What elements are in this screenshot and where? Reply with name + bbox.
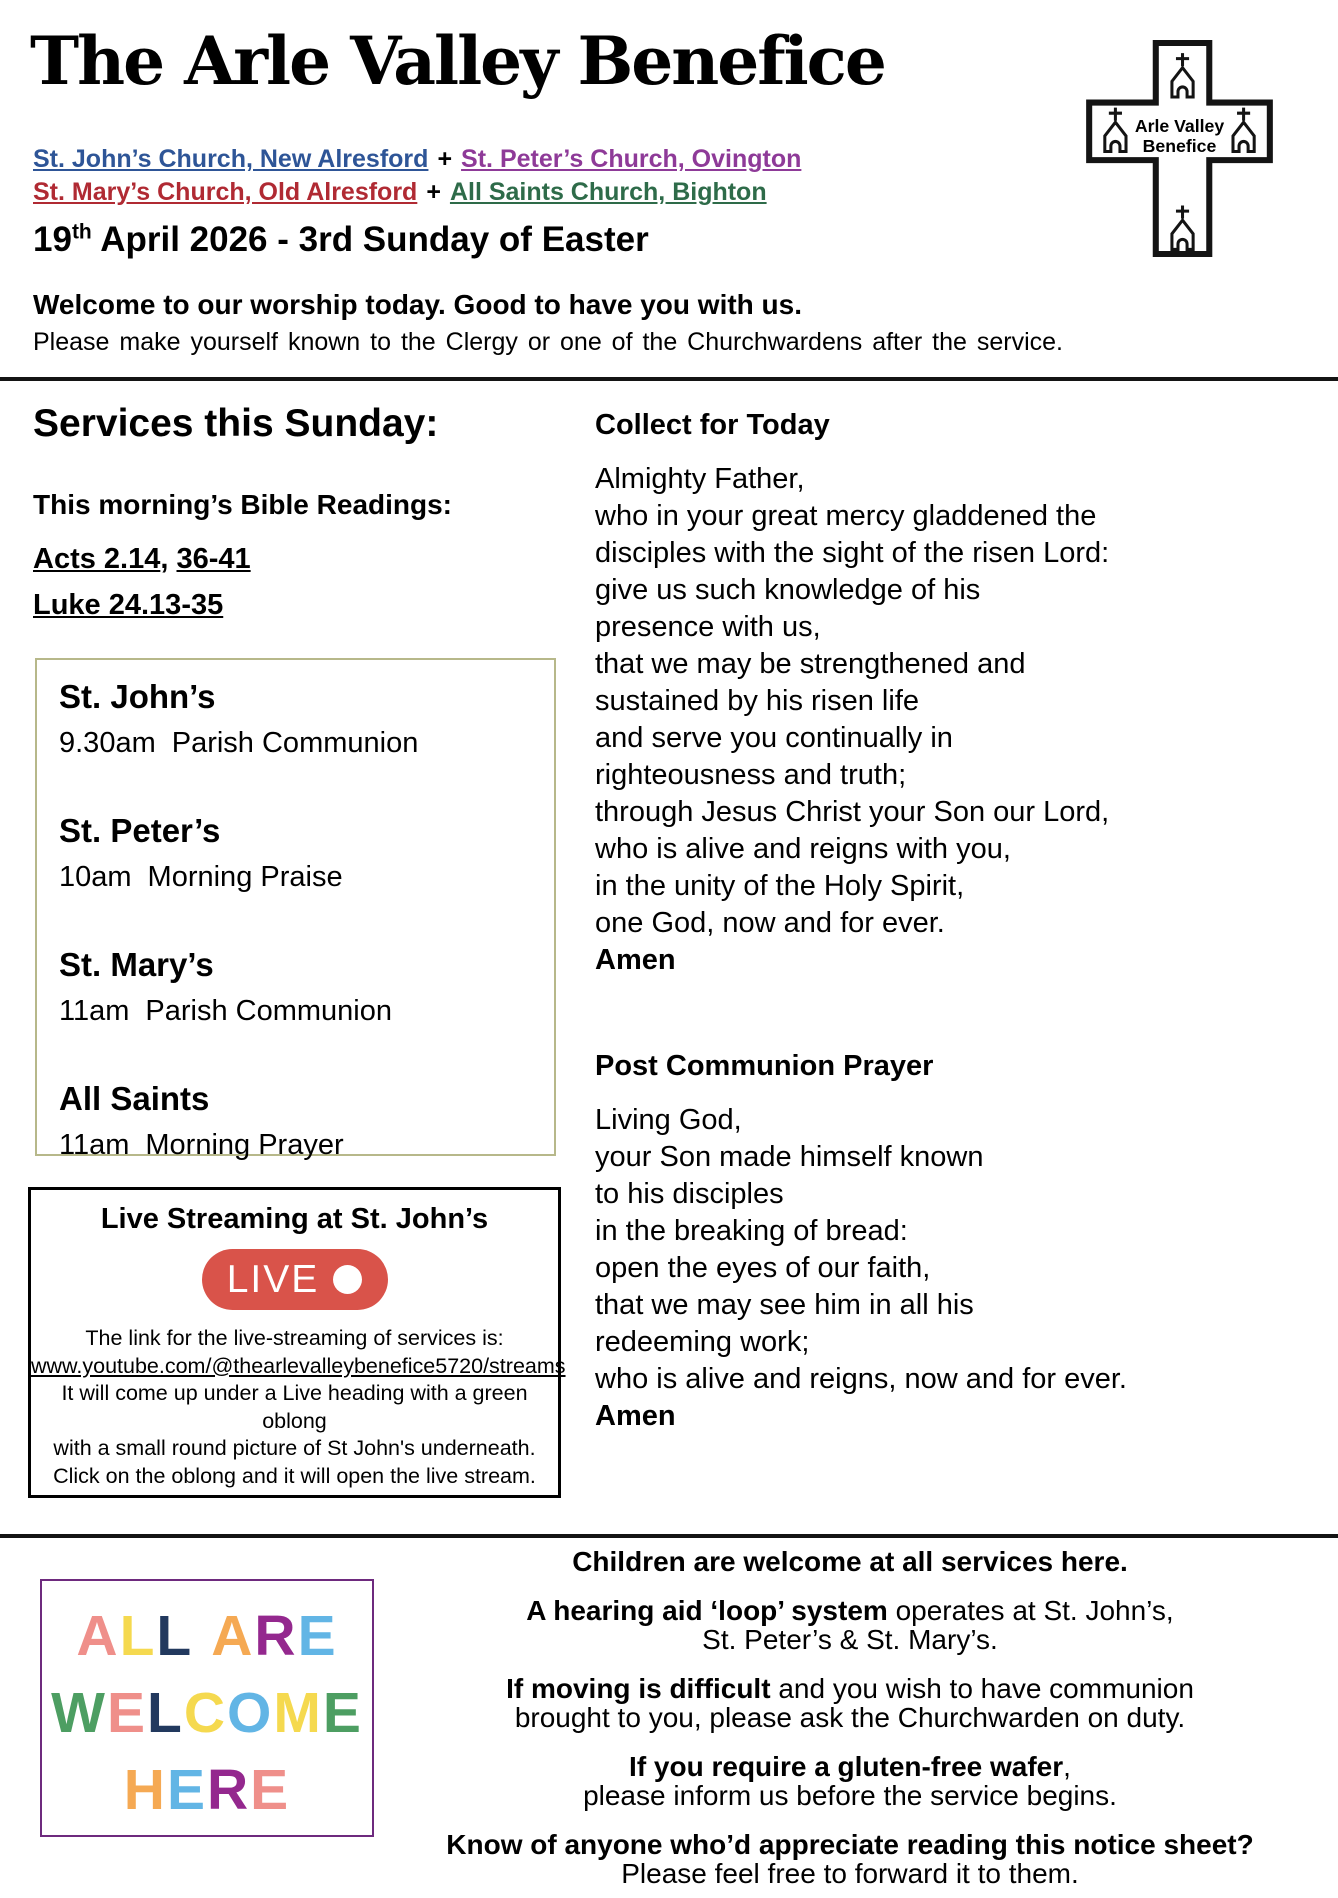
page-title: The Arle Valley Benefice: [30, 22, 885, 100]
service-time-line: 11am Morning Prayer: [59, 1129, 344, 1161]
prayer-line: who in your great mercy gladdened the: [595, 500, 1097, 532]
logo-text-line2: Benefice: [1142, 136, 1217, 157]
live-intro-line: The link for the live-streaming of services is:: [85, 1326, 504, 1350]
footer-note: Children are welcome at all services here.: [572, 1546, 1128, 1577]
services-heading: Services this Sunday:: [33, 402, 439, 445]
footer-note: If moving is difficult and you wish to have communion brought to you, please ask the Churchwarden on duty.: [506, 1672, 1194, 1733]
church-links: [33, 143, 801, 209]
footer-notes: [370, 1547, 1330, 1898]
welcome-line: Welcome to our worship today. Good to have you with us.: [33, 289, 803, 320]
prayer-line: Almighty Father,: [595, 463, 805, 495]
logo-text-line1: Arle Valley: [1134, 115, 1225, 136]
prayer-line: and serve you continually in: [595, 722, 953, 754]
prayer-line: in the unity of the Holy Spirit,: [595, 870, 965, 902]
live-streaming-heading: Live Streaming at St. John’s: [100, 1203, 489, 1235]
post-communion-text: [595, 1102, 1335, 1398]
collect-text: [595, 461, 1335, 942]
date-heading: [33, 220, 649, 260]
divider-bottom: [0, 1534, 1338, 1538]
readings-heading: This morning’s Bible Readings:: [33, 489, 453, 520]
prayer-line: your Son made himself known: [595, 1141, 984, 1173]
live-streaming-text: [31, 1325, 566, 1490]
post-communion-amen: Amen: [595, 1400, 676, 1432]
service-church-name: St. Peter’s: [59, 812, 221, 849]
service-entry: [59, 1080, 554, 1162]
prayer-line: Living God,: [595, 1104, 742, 1136]
prayer-line: sustained by his risen life: [595, 685, 919, 717]
church-link[interactable]: St. Peter’s Church, Ovington: [461, 145, 802, 173]
plus-separator: +: [426, 178, 441, 206]
prayer-line: open the eyes of our faith,: [595, 1252, 931, 1284]
date-day: 19: [33, 220, 72, 259]
divider-top: [0, 377, 1338, 381]
church-link[interactable]: St. Mary’s Church, Old Alresford: [33, 178, 418, 206]
live-instructions: It will come up under a Live heading with a green oblong with a small round picture of St John's underneath. Click on the oblong and it will open the live stream.: [53, 1381, 536, 1488]
collect-amen: Amen: [595, 944, 676, 976]
date-ordinal: th: [71, 220, 92, 244]
prayer-line: to his disciples: [595, 1178, 784, 1210]
prayer-line: presence with us,: [595, 611, 821, 643]
service-church-name: St. John’s: [59, 678, 216, 715]
footer-note: If you require a gluten-free wafer, please inform us before the service begins.: [583, 1750, 1117, 1811]
church-link[interactable]: All Saints Church, Bighton: [449, 178, 767, 206]
plus-separator: +: [437, 145, 453, 173]
reading-reference: Luke 24.13-35: [33, 589, 224, 621]
footer-note: Know of anyone who’d appreciate reading this notice sheet? Please feel free to forward it to them.: [446, 1828, 1254, 1889]
benefice-cross-logo: [1086, 40, 1273, 257]
service-entry: [59, 678, 554, 760]
prayer-line: who is alive and reigns with you,: [595, 833, 1011, 865]
prayer-line: who is alive and reigns, now and for ever.: [595, 1363, 1127, 1395]
church-links-row: [33, 176, 801, 209]
church-link[interactable]: St. John’s Church, New Alresford: [33, 145, 429, 173]
prayer-line: disciples with the sight of the risen Lord:: [595, 537, 1110, 569]
live-streaming-box: [28, 1187, 566, 1498]
welcome-image-row: ALL ARE: [76, 1604, 338, 1668]
prayers-column: [595, 409, 1335, 1435]
service-entry: [59, 812, 554, 894]
prayer-line: through Jesus Christ your Son our Lord,: [595, 796, 1110, 828]
prayer-line: in the breaking of bread:: [595, 1215, 908, 1247]
post-communion-heading: Post Communion Prayer: [595, 1050, 934, 1082]
church-links-row: [33, 143, 801, 176]
prayer-line: give us such knowledge of his: [595, 574, 981, 606]
welcome-image-row: WELCOME: [51, 1681, 363, 1745]
all-are-welcome-image: [40, 1579, 374, 1837]
live-dot-icon: [333, 1265, 362, 1294]
reading-reference: Acts 2.14, 36-41: [33, 543, 251, 575]
footer-note: A hearing aid ‘loop’ system operates at St. John’s, St. Peter’s & St. Mary’s.: [526, 1594, 1174, 1655]
prayer-line: that we may be strengthened and: [595, 648, 1026, 680]
live-badge: [202, 1249, 388, 1310]
service-time-line: 11am Parish Communion: [59, 995, 392, 1027]
service-time-line: 9.30am Parish Communion: [59, 727, 419, 759]
welcome-subline: Please make yourself known to the Clergy or one of the Churchwardens after the service.: [33, 328, 1064, 356]
welcome-image-row: HERE: [123, 1758, 291, 1822]
prayer-line: redeeming work;: [595, 1326, 810, 1358]
prayer-line: one God, now and for ever.: [595, 907, 945, 939]
service-time-line: 10am Morning Praise: [59, 861, 343, 893]
service-church-name: All Saints: [59, 1080, 210, 1117]
service-entry: [59, 946, 554, 1028]
prayer-line: that we may see him in all his: [595, 1289, 974, 1321]
date-rest: April 2026 - 3rd Sunday of Easter: [91, 220, 649, 259]
youtube-link[interactable]: www.youtube.com/@thearlevalleybenefice5720/streams: [31, 1353, 566, 1378]
live-badge-label: LIVE: [226, 1258, 320, 1301]
bible-readings: [33, 536, 251, 628]
collect-heading: Collect for Today: [595, 409, 830, 441]
service-church-name: St. Mary’s: [59, 946, 214, 983]
services-box: [35, 658, 556, 1161]
prayer-line: righteousness and truth;: [595, 759, 907, 791]
